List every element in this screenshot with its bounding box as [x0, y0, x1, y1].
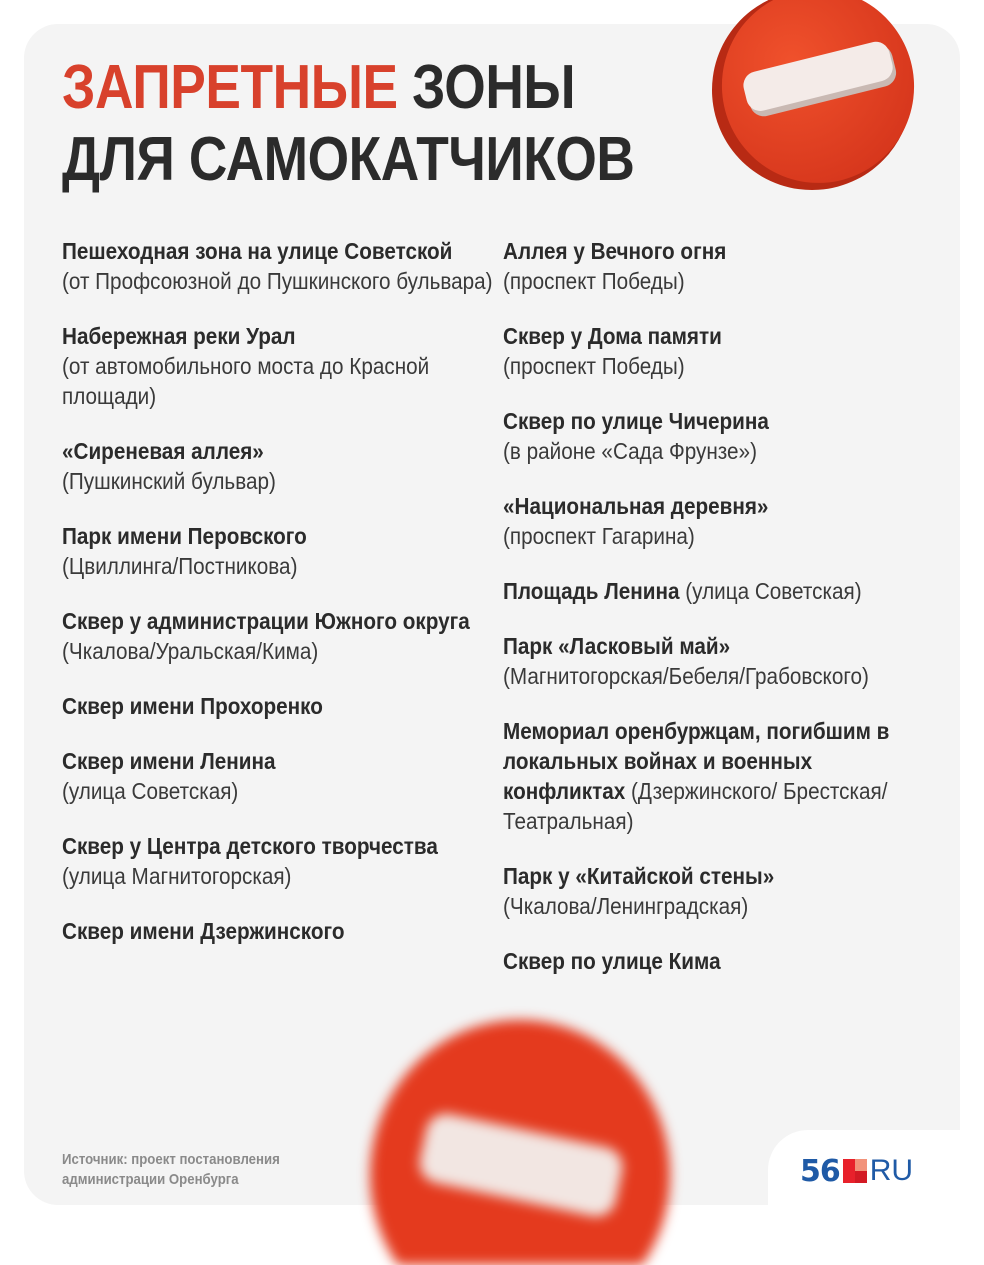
- zone-name: Сквер у администрации Южного округа: [62, 608, 470, 634]
- zone-location: (Пушкинский бульвар): [62, 468, 276, 494]
- zone-entry: [503, 631, 935, 691]
- logo-mark-icon: [843, 1159, 867, 1183]
- zone-name: Пешеходная зона на улице Советской: [62, 238, 453, 264]
- zone-name: Аллея у Вечного огня: [503, 238, 727, 264]
- zone-name: Сквер у Дома памяти: [503, 323, 722, 349]
- zone-location: (проспект Победы): [503, 353, 685, 379]
- zone-name: «Сиреневая аллея»: [62, 438, 264, 464]
- no-entry-sign-icon: [700, 0, 924, 200]
- zone-entry: [62, 436, 494, 496]
- zone-entry: [62, 691, 494, 721]
- zone-name: Мемориал оренбуржцам, погибшим в локальных войнах и военных конфликтах: [503, 718, 890, 804]
- site-logo[interactable]: [800, 1153, 913, 1189]
- zone-location: (от Профсоюзной до Пушкинского бульвара): [62, 268, 493, 294]
- source-line-2: администрации Оренбурга: [62, 1171, 239, 1188]
- zone-name: Парк «Ласковый май»: [503, 633, 731, 659]
- zone-location: (проспект Победы): [503, 268, 685, 294]
- title-line2: ДЛЯ САМОКАТЧИКОВ: [62, 125, 635, 194]
- source-note: [62, 1150, 308, 1190]
- zones-list-left: [62, 236, 502, 971]
- zone-entry: [503, 406, 935, 466]
- title-accent: ЗАПРЕТНЫЕ: [62, 53, 398, 122]
- zone-entry: [503, 321, 935, 381]
- zone-location: (Дзержинского/ Брестская/Театральная): [503, 778, 888, 834]
- zone-entry: [62, 746, 494, 806]
- zone-name: «Национальная деревня»: [503, 493, 769, 519]
- zone-name: Сквер имени Ленина: [62, 748, 276, 774]
- no-entry-sign-blurred-icon: [360, 1005, 680, 1265]
- zone-location: (Чкалова/Ленинградская): [503, 893, 749, 919]
- zone-entry: [503, 491, 935, 551]
- zone-location: (от автомобильного моста до Красной площади): [62, 353, 430, 409]
- zone-location: (Магнитогорская/Бебеля/Грабовского): [503, 663, 869, 689]
- zone-entry: [62, 321, 494, 411]
- zone-entry: [62, 236, 494, 296]
- zone-name: Площадь Ленина: [503, 578, 680, 604]
- page-title: [62, 52, 635, 196]
- zone-entry: [503, 946, 935, 976]
- zone-name: Сквер имени Дзержинского: [62, 918, 345, 944]
- zone-entry: [503, 716, 935, 836]
- zone-location: (проспект Гагарина): [503, 523, 695, 549]
- zone-entry: [62, 916, 494, 946]
- zone-location: (Чкалова/Уральская/Кима): [62, 638, 319, 664]
- zone-location: (улица Магнитогорская): [62, 863, 292, 889]
- zone-name: Сквер у Центра детского творчества: [62, 833, 438, 859]
- zone-entry: [503, 861, 935, 921]
- zone-entry: [62, 831, 494, 891]
- zone-name: Парк имени Перовского: [62, 523, 307, 549]
- zone-entry: [62, 521, 494, 581]
- zone-name: Набережная реки Урал: [62, 323, 296, 349]
- zone-location: (улица Советская): [62, 778, 239, 804]
- zone-location: (улица Советская): [679, 578, 862, 604]
- zone-location: (в районе «Сада Фрунзе»): [503, 438, 757, 464]
- zone-entry: [503, 576, 935, 606]
- title-rest: ЗОНЫ: [397, 53, 576, 122]
- zone-entry: [503, 236, 935, 296]
- source-line-1: Источник: проект постановления: [62, 1151, 280, 1168]
- zones-list-right: [503, 236, 943, 1001]
- zone-name: Сквер имени Прохоренко: [62, 693, 323, 719]
- zone-name: Парк у «Китайской стены»: [503, 863, 775, 889]
- zone-name: Сквер по улице Чичерина: [503, 408, 769, 434]
- zone-entry: [62, 606, 494, 666]
- zone-location: (Цвиллинга/Постникова): [62, 553, 298, 579]
- zone-name: Сквер по улице Кима: [503, 948, 721, 974]
- logo-number: 56: [800, 1153, 840, 1189]
- logo-suffix: RU: [869, 1154, 914, 1187]
